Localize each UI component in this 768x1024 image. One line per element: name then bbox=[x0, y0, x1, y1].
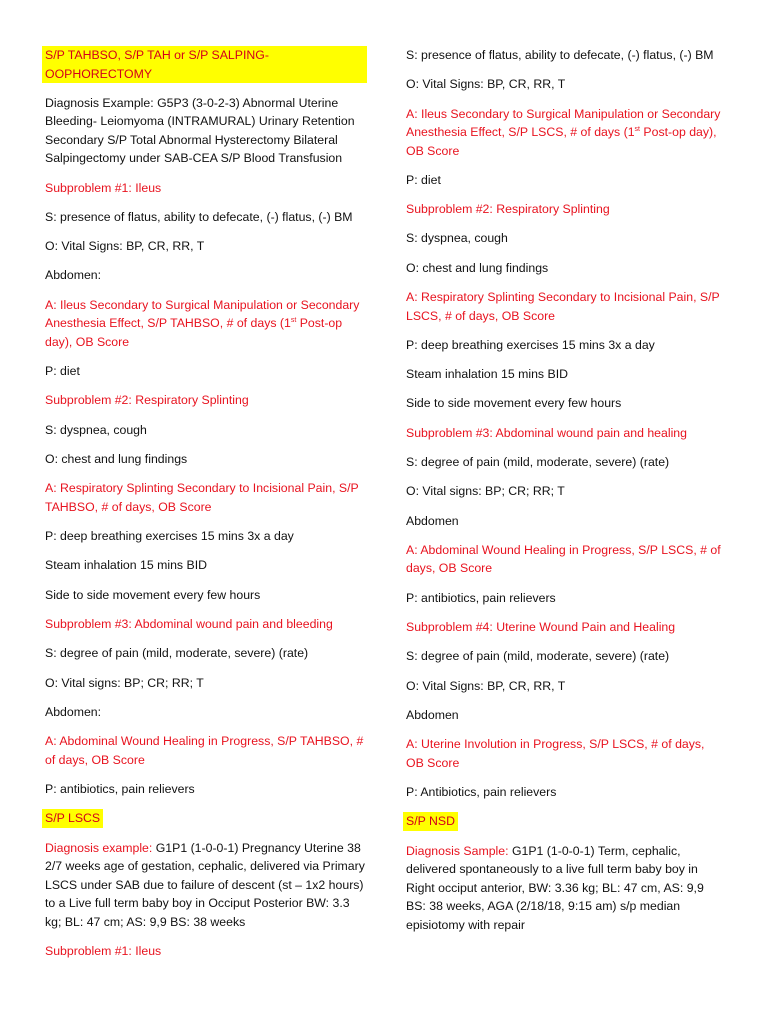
section-heading-label: S/P TAHBSO, S/P TAH or S/P SALPING-OOPHORECTOMY bbox=[42, 46, 367, 83]
subproblem-title bbox=[406, 618, 724, 637]
abdomen-line: Abdomen: bbox=[45, 268, 102, 283]
assessment-line bbox=[406, 288, 724, 325]
objective-line: O: Vital signs: BP; CR; RR; T bbox=[406, 484, 565, 499]
assessment-line-text: A: Respiratory Splinting Secondary to Incisional Pain, S/P LSCS, # of days, OB Score bbox=[406, 290, 720, 323]
note-line: Side to side movement every few hours bbox=[45, 587, 261, 602]
subproblem-title bbox=[45, 615, 367, 634]
right-column bbox=[406, 46, 724, 945]
assessment-line-text-cont: Post-op day), OB Score bbox=[406, 125, 717, 158]
subproblem-title-text: Subproblem #3: Abdominal wound pain and healing bbox=[406, 425, 687, 440]
plan-line: P: deep breathing exercises 15 mins 3x a day bbox=[406, 337, 655, 352]
section-heading bbox=[406, 812, 724, 831]
objective-line: O: Vital Signs: BP, CR, RR, T bbox=[406, 678, 566, 693]
subproblem-title bbox=[45, 391, 367, 410]
subjective-line: S: presence of flatus, ability to defecate, (-) flatus, (-) BM bbox=[406, 48, 714, 62]
subproblem-title bbox=[406, 200, 724, 219]
plan-line: P: diet bbox=[406, 172, 441, 187]
note-line: Steam inhalation 15 mins BID bbox=[45, 558, 207, 573]
assessment-line bbox=[406, 105, 724, 161]
plan-line: P: diet bbox=[45, 364, 80, 379]
assessment-line-text-cont: Post-op day), OB Score bbox=[45, 316, 343, 349]
subjective-line: S: degree of pain (mild, moderate, severe) (rate) bbox=[406, 455, 670, 470]
subjective-line: S: dyspnea, cough bbox=[406, 231, 508, 246]
diagnosis-example: Diagnosis Example: G5P3 (3-0-2-3) Abnormal Uterine Bleeding- Leiomyoma (INTRAMURAL) Urinary Retention Secondary S/P Total Abnormal Hysterectomy Bilateral Salpingectomy under SAB-CEA S/P Blood Transfusion bbox=[45, 95, 355, 166]
assessment-line-text: A: Respiratory Splinting Secondary to Incisional Pain, S/P TAHBSO, # of days, OB Score bbox=[45, 481, 359, 514]
diagnosis-label: Diagnosis example: bbox=[45, 840, 153, 855]
plan-line: P: antibiotics, pain relievers bbox=[406, 590, 556, 605]
objective-line: O: Vital signs: BP; CR; RR; T bbox=[45, 675, 204, 690]
subjective-line: S: presence of flatus, ability to defecate, (-) flatus, (-) BM bbox=[45, 209, 353, 224]
subproblem-title-text: Subproblem #2: Respiratory Splinting bbox=[406, 202, 610, 217]
section-heading bbox=[45, 809, 367, 828]
objective-line: O: chest and lung findings bbox=[406, 260, 549, 275]
assessment-line bbox=[45, 296, 367, 352]
section-heading bbox=[45, 46, 367, 83]
plan-line: P: deep breathing exercises 15 mins 3x a day bbox=[45, 529, 294, 544]
note-line: Steam inhalation 15 mins BID bbox=[406, 367, 568, 382]
subjective-line: S: degree of pain (mild, moderate, severe) (rate) bbox=[45, 646, 309, 661]
diagnosis-text: G1P1 (1-0-0-1) Pregnancy Uterine 38 2/7 weeks age of gestation, cephalic, delivered via Primary LSCS under SAB due to failure of descent (st – 1x2 hours) to a Live full term baby boy in Occiput Posterior BW: 3.3 kg; BL: 47 cm; AS: 9,9 BS: 38 weeks bbox=[45, 840, 365, 929]
subproblem-title bbox=[45, 942, 367, 961]
assessment-line-text: A: Abdominal Wound Healing in Progress, S/P LSCS, # of days, OB Score bbox=[406, 542, 721, 576]
assessment-line-text: A: Ileus Secondary to Surgical Manipulation or Secondary Anesthesia Effect, S/P TAHBSO, # of days (1 bbox=[45, 297, 360, 331]
assessment-line-text: A: Ileus Secondary to Surgical Manipulation or Secondary Anesthesia Effect, S/P LSCS, # of days (1 bbox=[406, 106, 721, 140]
diagnosis-text: G1P1 (1-0-0-1) Term, cephalic, delivered spontaneously to a live full term baby boy in Right occiput anterior, BW: 3.36 kg; BL: 47 cm, AS: 9,9 BS: 38 weeks, AGA (2/18/18, 9:15 am) s/p median episiotomy with repair bbox=[406, 843, 704, 932]
assessment-line bbox=[406, 735, 724, 772]
subproblem-title-text: Subproblem #4: Uterine Wound Pain and Healing bbox=[406, 620, 676, 635]
assessment-line-text: A: Uterine Involution in Progress, S/P LSCS, # of days, OB Score bbox=[406, 737, 705, 770]
assessment-line bbox=[45, 479, 367, 516]
abdomen-line: Abdomen bbox=[406, 707, 459, 722]
abdomen-line: Abdomen bbox=[406, 513, 459, 528]
ordinal-suffix: st bbox=[634, 126, 640, 134]
plan-line: P: Antibiotics, pain relievers bbox=[406, 785, 557, 800]
subproblem-title bbox=[406, 424, 724, 443]
diagnosis-example bbox=[406, 842, 724, 935]
diagnosis-example bbox=[45, 839, 367, 932]
subproblem-title-text: Subproblem #3: Abdominal wound pain and bleeding bbox=[45, 616, 333, 631]
objective-line: O: Vital Signs: BP, CR, RR, T bbox=[45, 239, 205, 254]
subjective-line: S: degree of pain (mild, moderate, severe) (rate) bbox=[406, 649, 670, 664]
objective-line: O: chest and lung findings bbox=[45, 451, 188, 466]
section-heading-label: S/P LSCS bbox=[42, 809, 103, 828]
left-column bbox=[45, 46, 367, 971]
ordinal-suffix: st bbox=[290, 317, 297, 325]
assessment-line bbox=[45, 732, 367, 769]
subproblem-title-text: Subproblem #1: Ileus bbox=[45, 943, 162, 958]
diagnosis-label: Diagnosis Sample: bbox=[406, 843, 509, 858]
subjective-line: S: dyspnea, cough bbox=[45, 422, 147, 437]
section-heading-label: S/P NSD bbox=[403, 812, 458, 831]
assessment-line-text: A: Abdominal Wound Healing in Progress, S/P TAHBSO, # of days, OB Score bbox=[45, 734, 364, 767]
assessment-line bbox=[406, 541, 724, 578]
subproblem-title-text: Subproblem #2: Respiratory Splinting bbox=[45, 393, 249, 408]
plan-line: P: antibiotics, pain relievers bbox=[45, 781, 195, 796]
abdomen-line: Abdomen: bbox=[45, 704, 102, 719]
subproblem-title bbox=[45, 179, 367, 198]
objective-line: O: Vital Signs: BP, CR, RR, T bbox=[406, 77, 566, 92]
subproblem-title-text: Subproblem #1: Ileus bbox=[45, 180, 162, 195]
note-line: Side to side movement every few hours bbox=[406, 396, 622, 411]
